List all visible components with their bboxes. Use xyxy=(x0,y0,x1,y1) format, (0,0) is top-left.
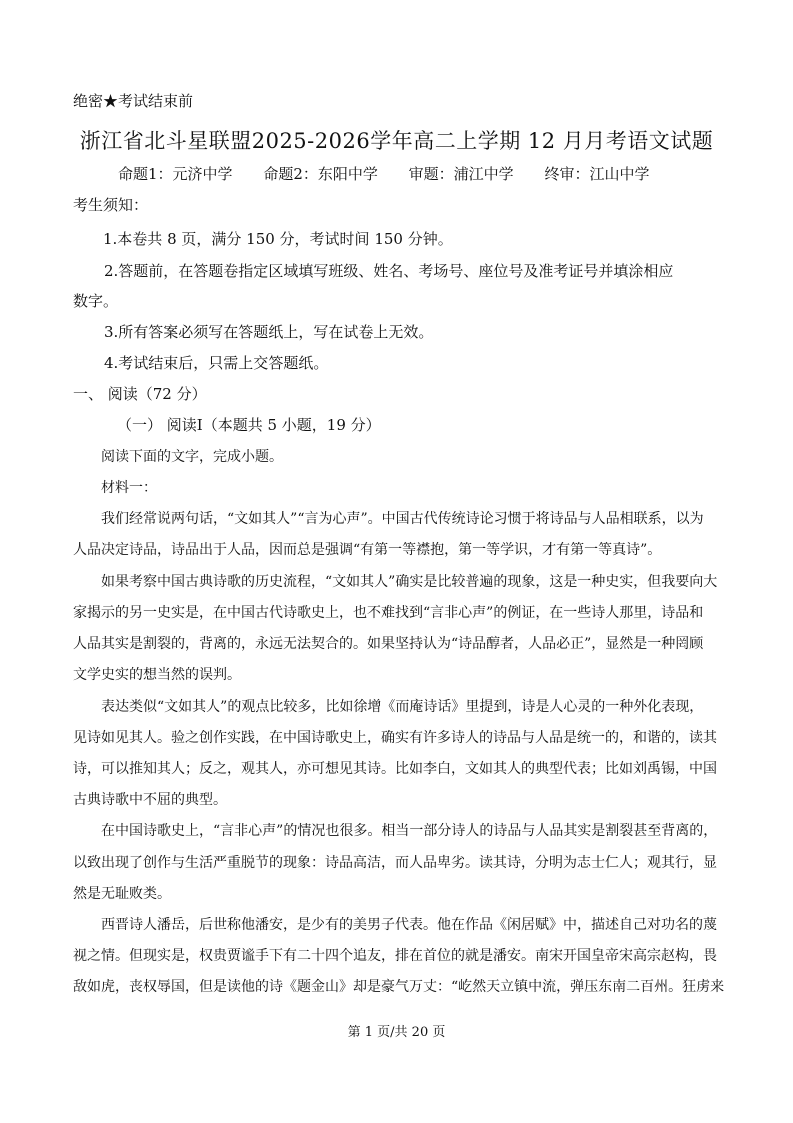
notice-item-1: 1.本卷共 8 页，满分 150 分，考试时间 150 分钟。 xyxy=(103,230,453,248)
notice-item-4: 4.考试结束后，只需上交答题纸。 xyxy=(104,354,329,372)
passage-line: 文学史实的想当然的误判。 xyxy=(73,667,241,683)
passage-line: 以致出现了创作与生活严重脱节的现象：诗品高洁，而人品卑劣。读其诗，分明为志士仁人；观其行，显 xyxy=(73,855,717,871)
passage-line: 人品其实是割裂的，背离的，永远无法契合的。如果坚持认为“诗品醇者，人品必正”，显然是一种罔顾 xyxy=(73,636,704,652)
passage-line: 家揭示的另一史实是，在中国古代诗歌史上，也不难找到“言非心声”的例证，在一些诗人那里，诗品和 xyxy=(73,605,704,621)
passage-line: 见诗如见其人。验之创作实践，在中国诗歌史上，确实有许多诗人的诗品与人品是统一的，和谐的，读其 xyxy=(73,730,717,746)
notice-item-2: 2.答题前，在答题卷指定区域填写班级、姓名、考场号、座位号及准考证号并填涂相应 xyxy=(104,262,674,280)
passage-line: 人品决定诗品，诗品出于人品，因而总是强调“有第一等襟抱，第一等学识，才有第一等真诗”。 xyxy=(73,542,662,558)
notice-heading: 考生须知： xyxy=(73,196,149,214)
author-credits xyxy=(118,167,649,182)
passage-line: 然是无耻败类。 xyxy=(73,886,171,902)
passage-line: 我们经常说两句话，“文如其人”“言为心声”。中国古代传统诗论习惯于将诗品与人品相联系，以为 xyxy=(101,511,704,527)
final-reviewer-credit: 终审：江山中学 xyxy=(544,165,650,183)
material-label: 材料一： xyxy=(101,480,157,496)
reviewer-credit: 审题：浦江中学 xyxy=(408,165,514,183)
notice-item-3: 3.所有答案必须写在答题纸上，写在试卷上无效。 xyxy=(104,323,434,341)
author-credit-1: 命题1：元济中学 xyxy=(118,165,233,183)
passage-line: 诗，可以推知其人；反之，观其人，亦可想见其诗。比如李白，文如其人的典型代表；比如刘禹锡，中国 xyxy=(73,761,717,777)
passage-line: 视之情。但现实是，权贵贾谧手下有二十四个追友，排在首位的就是潘安。南宋开国皇帝宋高宗赵构，畏 xyxy=(73,948,717,964)
passage-line: 敌如虎，丧权辱国，但是读他的诗《题金山》却是豪气万丈：“屹然天立镇中流，弹压东南二百州。狂虏来 xyxy=(73,979,725,995)
passage-line: 古典诗歌中不屈的典型。 xyxy=(73,792,227,808)
exam-title: 浙江省北斗星联盟2025-2026学年高二上学期 12 月月考语文试题 xyxy=(79,129,714,153)
passage-line: 表达类似“文如其人”的观点比较多，比如徐增《而庵诗话》里提到，诗是人心灵的一种外化表现， xyxy=(101,699,704,715)
passage-line: 如果考察中国古典诗歌的历史流程，“文如其人”确实是比较普遍的现象，这是一种史实，但我要向大 xyxy=(101,574,718,590)
confidential-label: 绝密★考试结束前 xyxy=(73,92,194,110)
passage-line: 西晋诗人潘岳，后世称他潘安，是少有的美男子代表。他在作品《闲居赋》中，描述自己对功名的蔑 xyxy=(101,917,717,933)
page-number: 第 1 页/共 20 页 xyxy=(347,1025,446,1040)
section-heading: 一、 阅读（72 分） xyxy=(73,385,207,403)
reading-instruction: 阅读下面的文字，完成小题。 xyxy=(101,449,283,465)
notice-item-2-continued: 数字。 xyxy=(73,292,119,310)
passage-line: 在中国诗歌史上，“言非心声”的情况也很多。相当一部分诗人的诗品与人品其实是割裂甚至背离的， xyxy=(101,823,718,839)
author-credit-2: 命题2：东阳中学 xyxy=(263,165,378,183)
subsection-heading: （一） 阅读Ⅰ（本题共 5 小题，19 分） xyxy=(117,416,381,434)
